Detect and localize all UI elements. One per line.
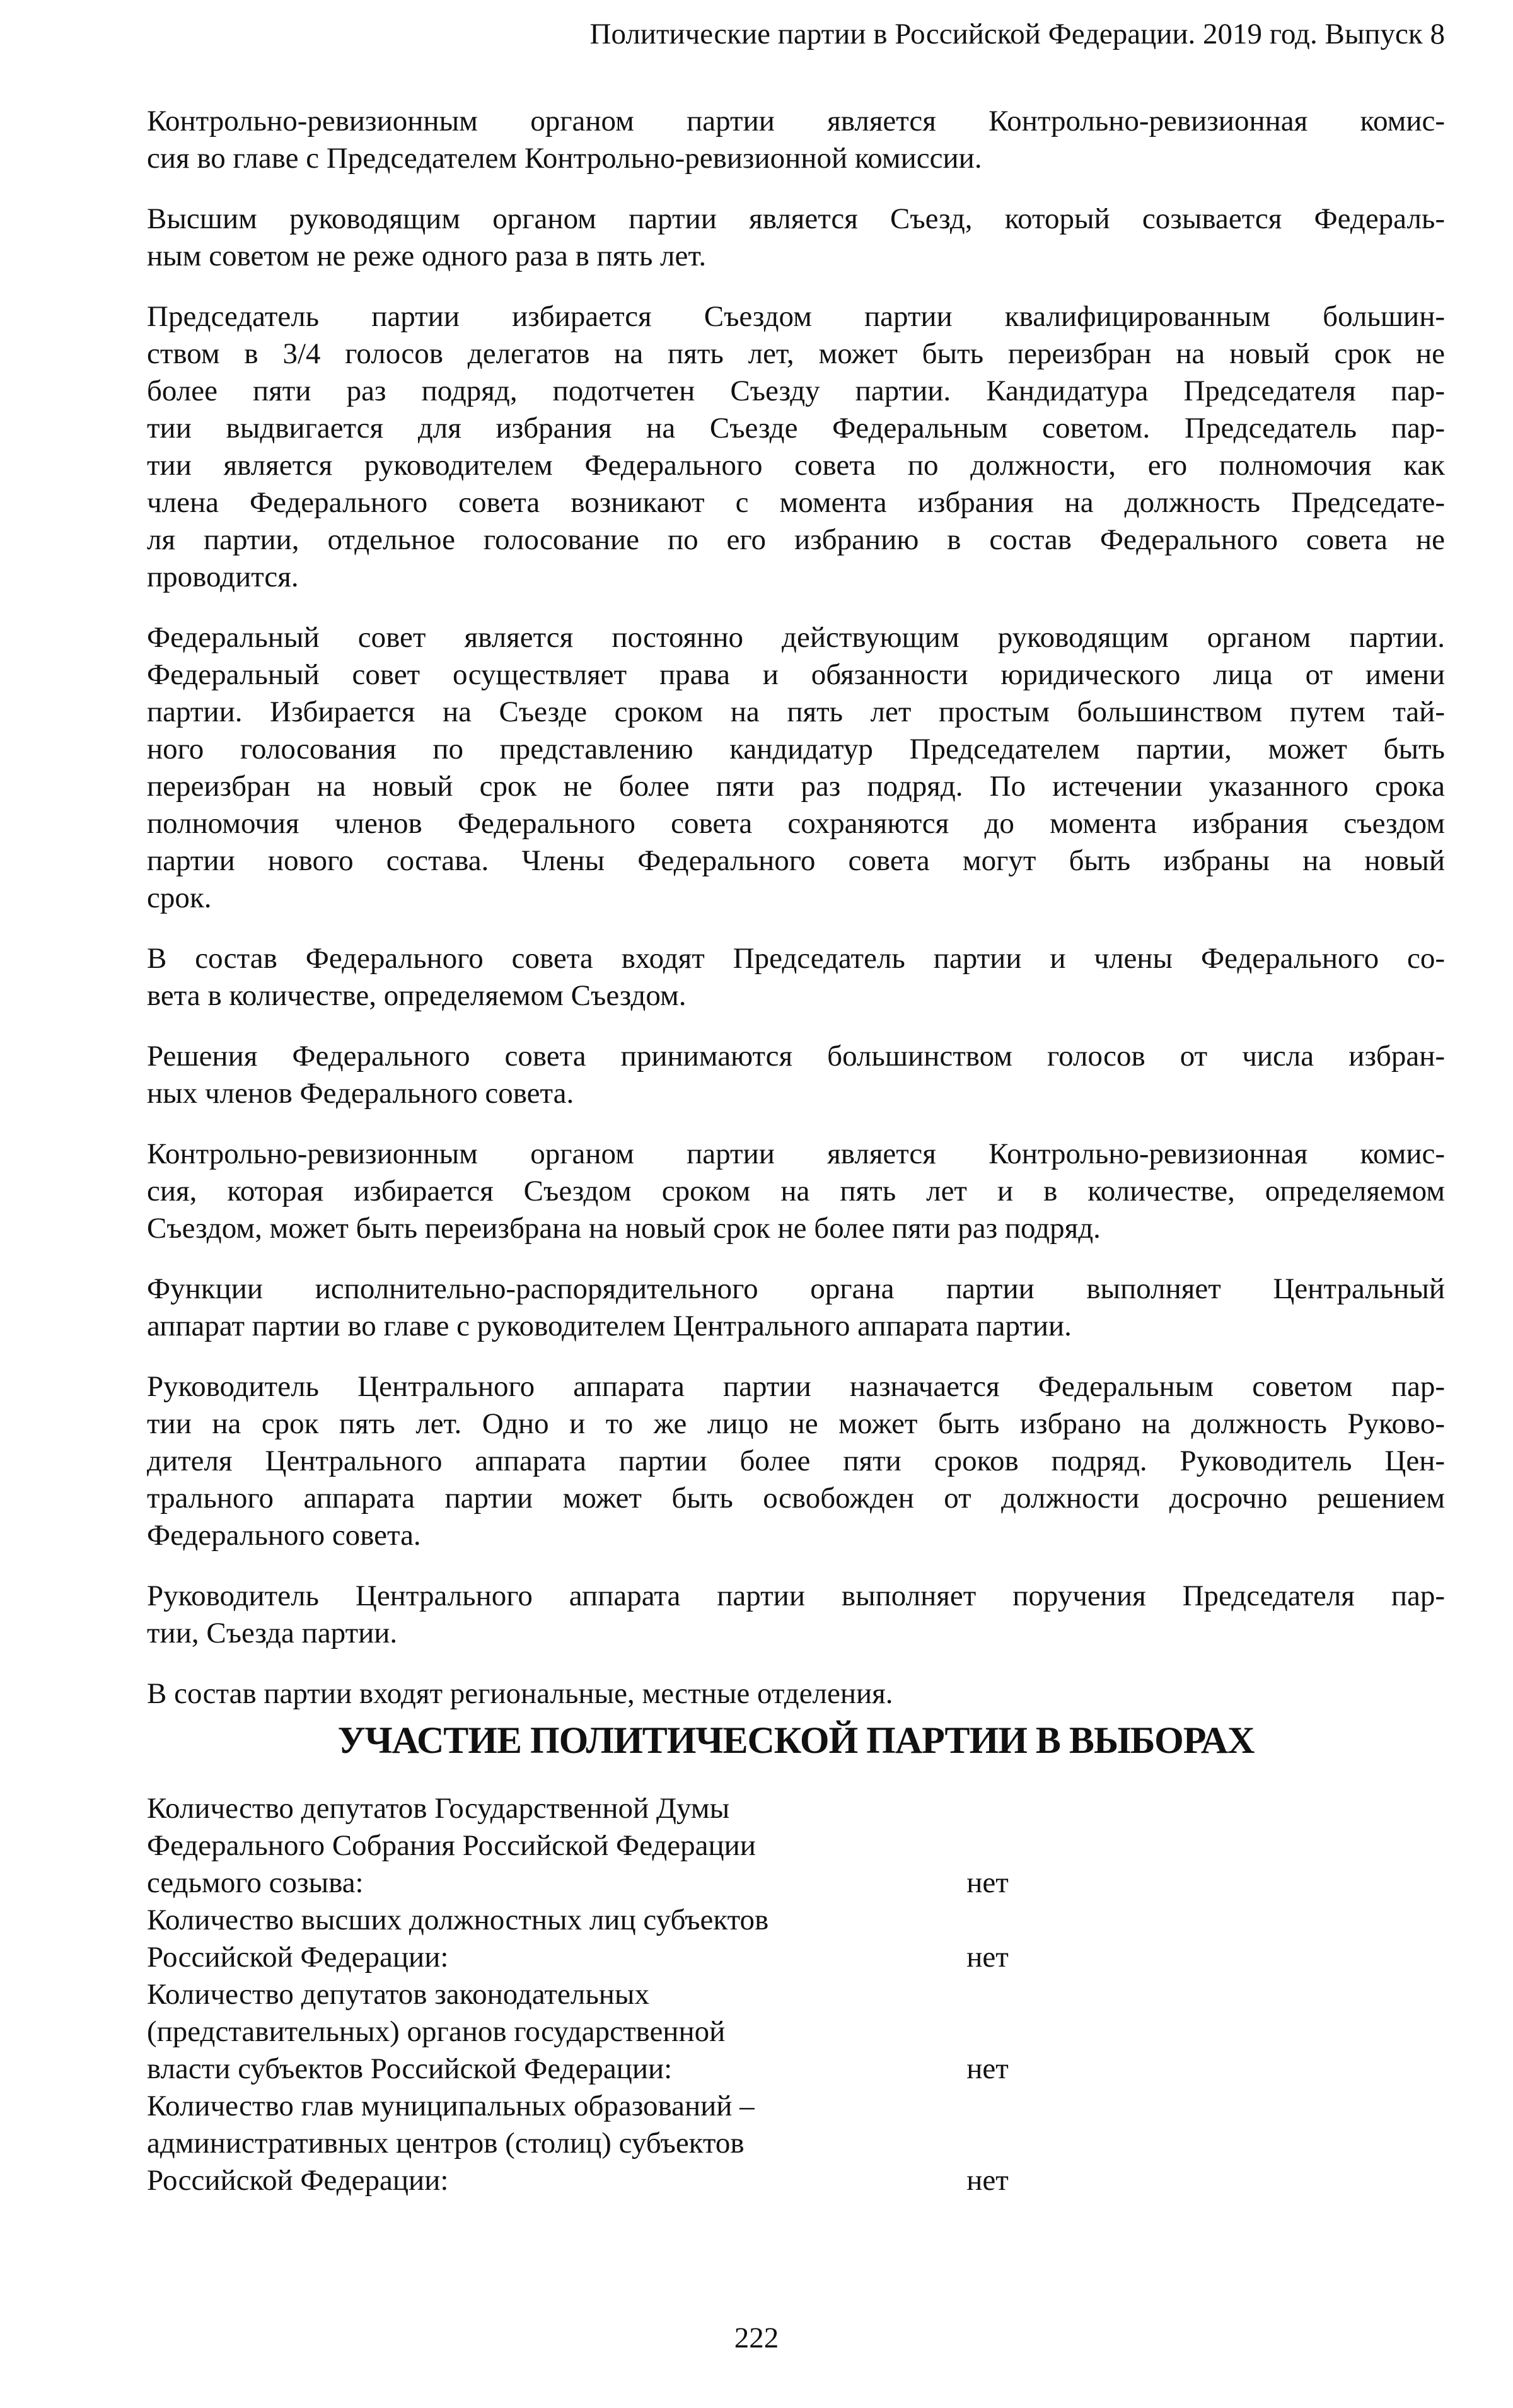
paragraph [147,1368,1445,1554]
paragraph [147,1038,1445,1112]
table-row [147,1790,1029,1902]
paragraph [147,103,1445,177]
text-line: срок. [147,881,212,914]
paragraph [147,1578,1445,1652]
paragraph [147,1675,1445,1713]
section-heading: УЧАСТИЕ ПОЛИТИЧЕСКОЙ ПАРТИИ В ВЫБОРАХ [337,1719,1255,1761]
text-line: Высшим руководящим органом партии является Съезд, который созывается Федераль- [147,202,1445,235]
text-line: партии. Избирается на Съезде сроком на пять лет простым большинством путем тай- [147,695,1445,728]
table-row [147,2088,1029,2199]
text-line: Руководитель Центрального аппарата партии назначается Федеральным советом пар- [147,1370,1445,1403]
paragraph [147,940,1445,1015]
row-value: нет [966,2052,1009,2085]
row-value: нет [966,1941,1009,1974]
row-value: нет [966,2164,1009,2197]
label-line: Количество высших должностных лиц субъектов [147,1904,769,1936]
text-line: Функции исполнительно-распорядительного органа партии выполняет Центральный [147,1272,1445,1305]
text-line: партии нового состава. Члены Федерального совета могут быть избраны на новый [147,844,1445,877]
running-header: Политические партии в Российской Федерации. 2019 год. Выпуск 8 [589,18,1445,50]
text-line: ством в 3/4 голосов делегатов на пять лет, может быть переизбран на новый срок не [147,337,1445,370]
text-line: ных членов Федерального совета. [147,1077,574,1110]
label-line: (представительных) органов государственной [147,2015,726,2048]
text-line: вета в количестве, определяемом Съездом. [147,979,687,1012]
text-line: аппарат партии во главе с руководителем Центрального аппарата партии. [147,1310,1072,1342]
text-line: Федеральный совет осуществляет права и обязанности юридического лица от имени [147,658,1445,691]
text-line: переизбран на новый срок не более пяти раз подряд. По истечении указанного срока [147,770,1445,803]
text-line: проводится. [147,561,299,593]
paragraph [147,1136,1445,1247]
elections-table [147,1790,1029,2199]
text-line: тии на срок пять лет. Одно и то же лицо не может быть избрано на должность Руково- [147,1407,1445,1440]
paragraph [147,201,1445,275]
label-line: Количество глав муниципальных образований – [147,2090,755,2122]
label-line: седьмого созыва: [147,1866,364,1899]
page-number: 222 [734,2322,779,2354]
label-line: Количество депутатов Государственной Думы [147,1792,730,1825]
text-line: трального аппарата партии может быть освобожден от должности досрочно решением [147,1482,1445,1515]
text-line: Федеральный совет является постоянно действующим руководящим органом партии. [147,621,1445,654]
text-line: дителя Центрального аппарата партии более пяти сроков подряд. Руководитель Цен- [147,1445,1445,1477]
text-line: В состав партии входят региональные, местные отделения. [147,1677,893,1710]
label-line: административных центров (столиц) субъектов [147,2127,745,2160]
label-line: Российской Федерации: [147,2164,449,2197]
text-line: Решения Федерального совета принимаются большинством голосов от числа избран- [147,1040,1445,1073]
row-label [147,1790,966,1902]
text-line: ля партии, отдельное голосование по его избранию в состав Федерального совета не [147,523,1445,556]
table-row [147,1976,1029,2088]
table-row [147,1902,1029,1976]
text-line: Контрольно-ревизионным органом партии является Контрольно-ревизионная комис- [147,1137,1445,1170]
text-line: члена Федерального совета возникают с момента избрания на должность Председате- [147,486,1445,519]
row-label [147,2088,966,2199]
row-label [147,1976,966,2088]
row-value: нет [966,1866,1009,1899]
text-line: Контрольно-ревизионным органом партии является Контрольно-ревизионная комис- [147,105,1445,137]
text-line: более пяти раз подряд, подотчетен Съезду партии. Кандидатура Председателя пар- [147,375,1445,407]
document-body [147,103,1445,1736]
row-label [147,1902,966,1976]
text-line: тии выдвигается для избрания на Съезде Федеральным советом. Председатель пар- [147,412,1445,445]
text-line: Федерального совета. [147,1519,421,1552]
text-line: сия во главе с Председателем Контрольно-ревизионной комиссии. [147,142,982,175]
label-line: Российской Федерации: [147,1941,449,1974]
paragraph [147,1271,1445,1345]
text-line: Съездом, может быть переизбрана на новый срок не более пяти раз подряд. [147,1212,1101,1245]
label-line: Количество депутатов законодательных [147,1978,649,2011]
text-line: сия, которая избирается Съездом сроком на пять лет и в количестве, определяемом [147,1175,1445,1207]
text-line: тии является руководителем Федерального совета по должности, его полномочия как [147,449,1445,482]
text-line: ного голосования по представлению кандидатур Председателем партии, может быть [147,733,1445,765]
text-line: Председатель партии избирается Съездом партии квалифицированным большин- [147,300,1445,333]
label-line: Федерального Собрания Российской Федерации [147,1829,756,1862]
text-line: В состав Федерального совета входят Председатель партии и члены Федерального со- [147,942,1445,975]
text-line: полномочия членов Федерального совета сохраняются до момента избрания съездом [147,807,1445,840]
text-line: ным советом не реже одного раза в пять лет. [147,240,707,272]
text-line: Руководитель Центрального аппарата партии выполняет поручения Председателя пар- [147,1579,1445,1612]
paragraph [147,298,1445,596]
label-line: власти субъектов Российской Федерации: [147,2052,673,2085]
text-line: тии, Съезда партии. [147,1617,398,1649]
paragraph [147,619,1445,917]
